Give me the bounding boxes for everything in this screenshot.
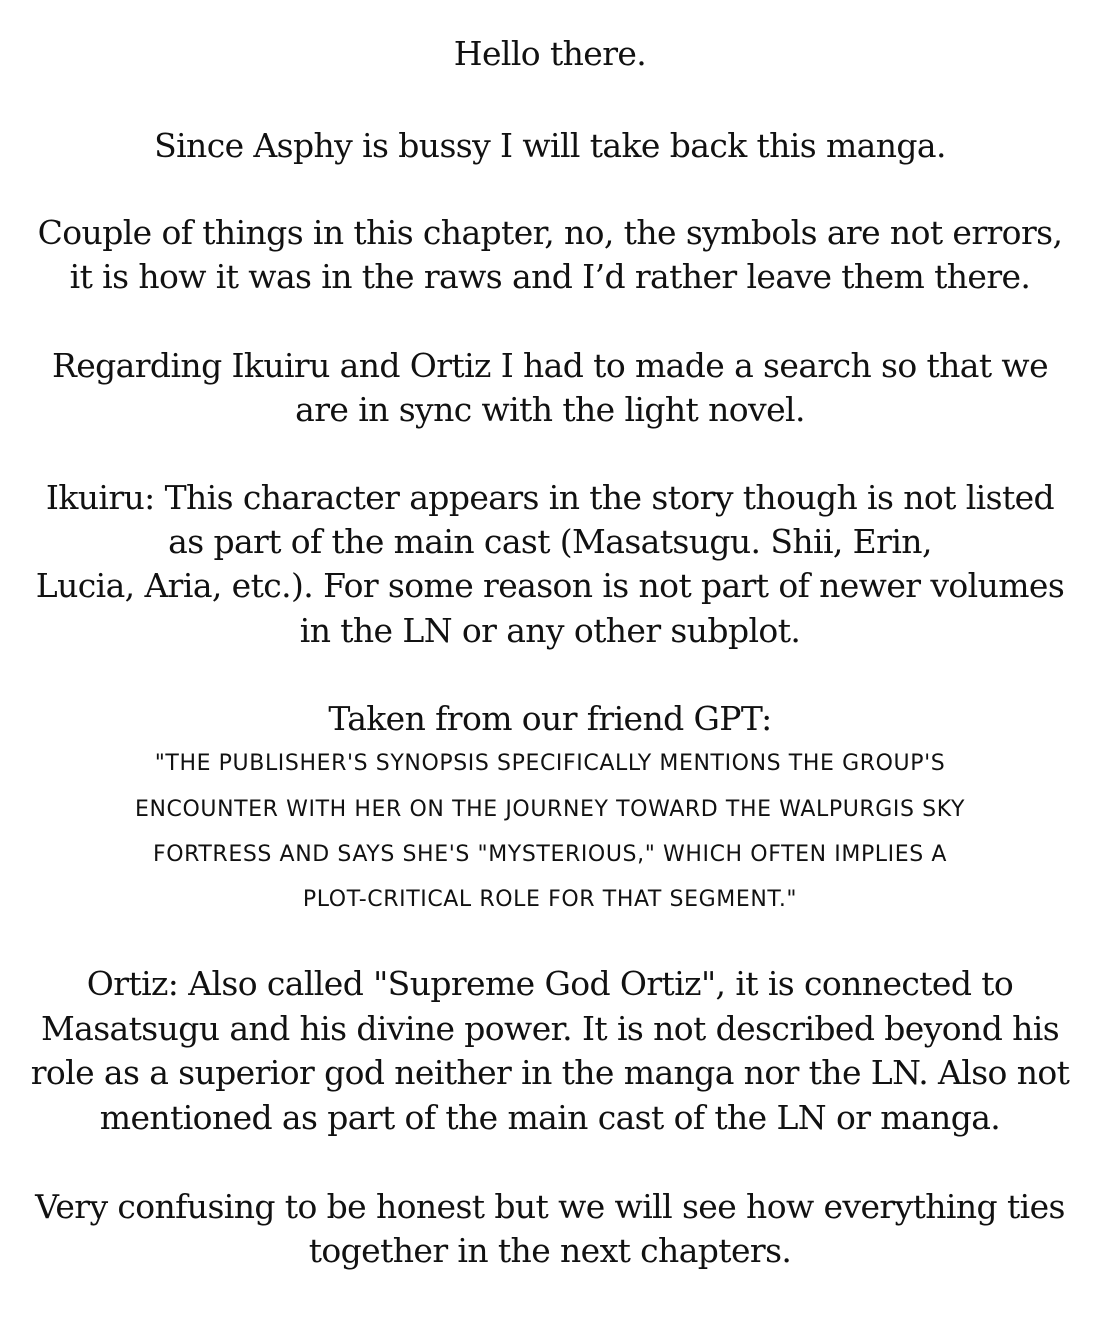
ikuiru-note-line-2: as part of the main cast (Masatsugu. Shii, Erin, (168, 522, 932, 561)
search-note-line-1: Regarding Ikuiru and Ortiz I had to made a search so that we (51, 346, 1049, 385)
ikuiru-note-line-3: Lucia, Aria, etc.). For some reason is not part of newer volumes (35, 566, 1065, 605)
symbols-note-line-1: Couple of things in this chapter, no, the symbols are not errors, (37, 213, 1063, 252)
gpt-heading: Taken from our friend GPT: (328, 699, 772, 738)
symbols-note-line-2: it is how it was in the raws and I’d rather leave them there. (69, 257, 1031, 296)
intro-text: Since Asphy is bussy I will take back this manga. (154, 126, 946, 165)
greeting-text: Hello there. (453, 34, 647, 73)
ortiz-note-line-3: role as a superior god neither in the manga nor the LN. Also not (30, 1053, 1070, 1092)
ortiz-note-line-2: Masatsugu and his divine power. It is not described beyond his (40, 1009, 1060, 1048)
gpt-quote-line-2: ENCOUNTER WITH HER ON THE JOURNEY TOWARD THE WALPURGIS SKY (134, 797, 966, 822)
gpt-quote-line-4: PLOT-CRITICAL ROLE FOR THAT SEGMENT." (302, 887, 798, 912)
ikuiru-note-line-1: Ikuiru: This character appears in the story though is not listed (45, 478, 1055, 517)
ikuiru-note-line-4: in the LN or any other subplot. (299, 611, 801, 650)
gpt-quote-line-1: "THE PUBLISHER'S SYNOPSIS SPECIFICALLY MENTIONS THE GROUP'S (154, 751, 946, 776)
ortiz-note-line-1: Ortiz: Also called "Supreme God Ortiz", it is connected to (86, 964, 1014, 1003)
closing-line-2: together in the next chapters. (308, 1231, 792, 1270)
closing-line-1: Very confusing to be honest but we will see how everything ties (35, 1187, 1065, 1226)
search-note-line-2: are in sync with the light novel. (295, 390, 805, 429)
gpt-quote-line-3: FORTRESS AND SAYS SHE'S "MYSTERIOUS," WHICH OFTEN IMPLIES A (152, 842, 948, 867)
ortiz-note-line-4: mentioned as part of the main cast of the LN or manga. (99, 1098, 1001, 1137)
